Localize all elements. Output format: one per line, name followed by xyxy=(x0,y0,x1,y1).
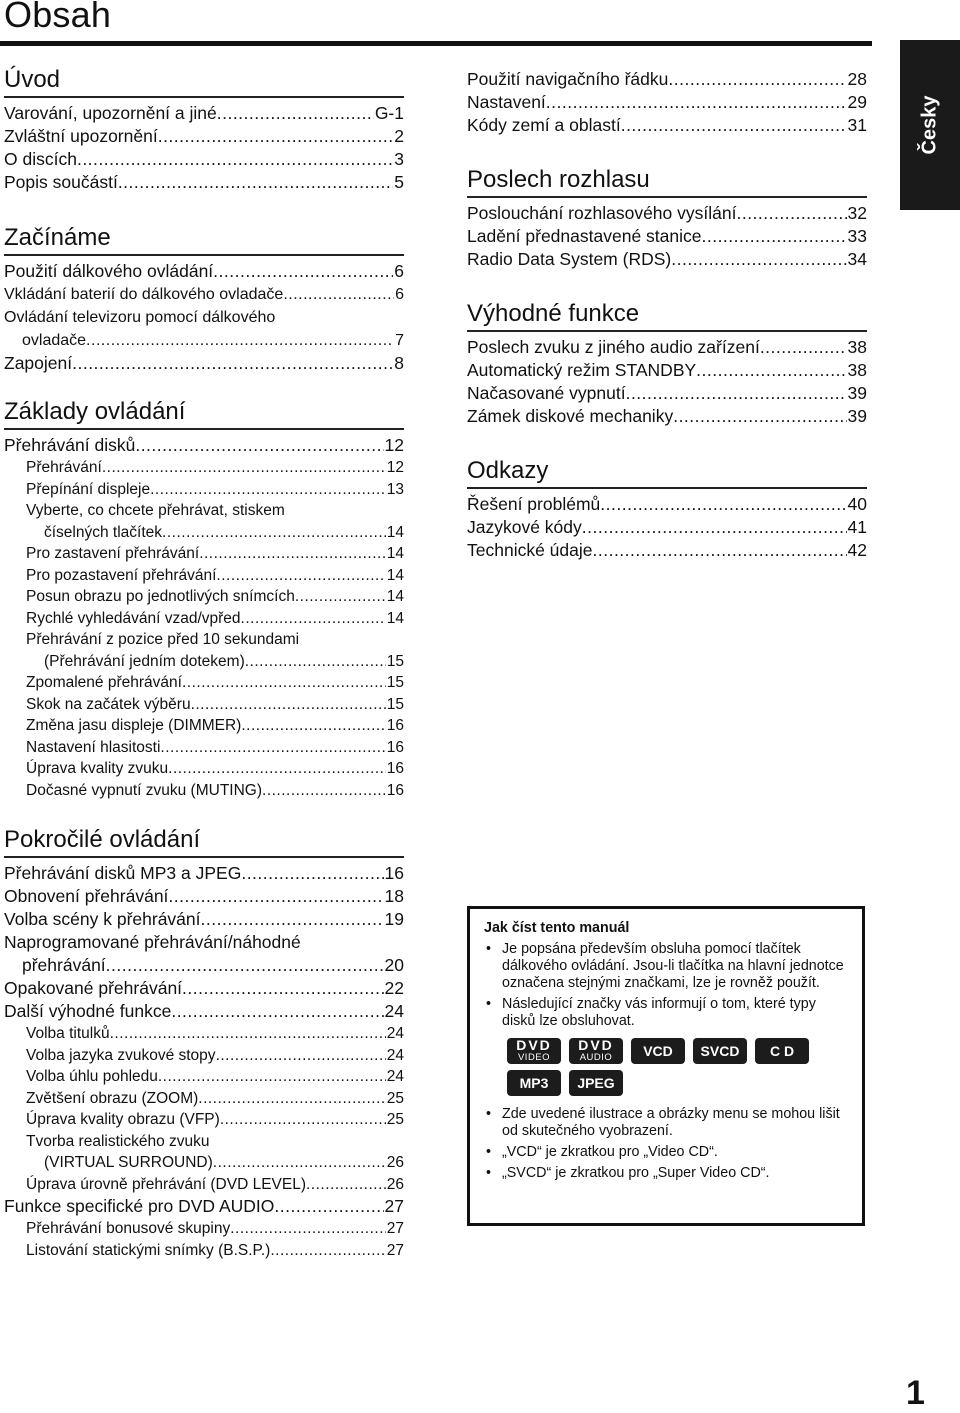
toc-entry[interactable]: Skok na začátek výběru ..... 15 xyxy=(26,694,404,716)
section-heading: Pokročilé ovládání xyxy=(4,826,404,858)
toc-entry[interactable]: Opakované přehrávání ..... 22 xyxy=(4,977,404,1000)
toc-entry[interactable]: Volba titulků ..... 24 xyxy=(26,1023,404,1045)
section-vyhodne xyxy=(467,300,867,428)
title-rule xyxy=(0,41,872,46)
info-bullet: • „VCD“ je zkratkou pro „Video CD“. xyxy=(484,1144,850,1161)
toc-entry[interactable]: Volba scény k přehrávání ..... 19 xyxy=(4,908,404,931)
toc-entry-first-line: Naprogramované přehrávání/náhodné xyxy=(4,932,301,952)
toc-entry[interactable]: Řešení problémů ..... 40 xyxy=(467,493,867,516)
toc-entry[interactable]: Použití dálkového ovládání ..... 6 xyxy=(4,260,404,283)
toc-entry[interactable]: Kódy zemí a oblastí ..... 31 xyxy=(467,114,867,137)
manual-info-box xyxy=(467,906,865,1226)
section-rozhlas xyxy=(467,166,867,271)
toc-entry[interactable]: číselných tlačítek ..... 14 xyxy=(26,522,404,544)
toc-entry[interactable]: O discích ..... 3 xyxy=(4,148,404,171)
toc-entry[interactable]: Ladění přednastavené stanice ..... 33 xyxy=(467,225,867,248)
section-zaklady xyxy=(4,398,404,801)
vcd-badge: VCD xyxy=(631,1038,685,1064)
toc-entry[interactable]: Poslech zvuku z jiného audio zařízení ..... 38 xyxy=(467,336,867,359)
mp3-badge: MP3 xyxy=(507,1070,561,1096)
toc-entry[interactable]: Obnovení přehrávání ..... 18 xyxy=(4,885,404,908)
section-heading: Základy ovládání xyxy=(4,398,404,430)
toc-entry[interactable]: Úprava úrovně přehrávání (DVD LEVEL) ..... 26 xyxy=(26,1174,404,1196)
toc-entry[interactable]: Vkládání baterií do dálkového ovladače ..... 6 xyxy=(4,283,404,306)
toc-entry[interactable]: Varování, upozornění a jiné ..... G-1 xyxy=(4,102,404,125)
toc-entry[interactable]: Volba jazyka zvukové stopy ..... 24 xyxy=(26,1045,404,1067)
toc-entry[interactable]: Popis součástí ..... 5 xyxy=(4,171,404,194)
info-box-title: Jak číst tento manuál xyxy=(484,920,630,936)
disc-type-badges xyxy=(484,1030,867,1106)
toc-entry[interactable]: (Přehrávání jedním dotekem) ..... 15 xyxy=(26,651,404,673)
info-bullet: • „SVCD“ je zkratkou pro „Super Video CD“. xyxy=(484,1165,850,1182)
svcd-badge: SVCD xyxy=(693,1038,747,1064)
toc-entry[interactable]: Nastavení ..... 29 xyxy=(467,91,867,114)
info-bullet: • Je popsána především obsluha pomocí tlačítek dálkového ovládání. Jsou-li tlačítka na hlavní jednotce označena stejnými značkami, lze je rovněž použít. xyxy=(484,941,850,992)
toc-entry[interactable]: Volba úhlu pohledu ..... 24 xyxy=(26,1066,404,1088)
toc-entry[interactable]: Změna jasu displeje (DIMMER) ..... 16 xyxy=(26,715,404,737)
page-number: 1 xyxy=(906,1374,925,1412)
toc-entry[interactable]: Posun obrazu po jednotlivých snímcích ..... 14 xyxy=(26,586,404,608)
toc-entry[interactable]: (VIRTUAL SURROUND) ..... 26 xyxy=(26,1152,404,1174)
language-tab xyxy=(900,40,960,210)
section-heading: Začínáme xyxy=(4,224,404,256)
toc-entry[interactable]: ovladače ..... 7 xyxy=(4,329,404,352)
toc-entry[interactable]: Načasované vypnutí ..... 39 xyxy=(467,382,867,405)
toc-entry[interactable]: Technické údaje ..... 42 xyxy=(467,539,867,562)
section-pokrocile xyxy=(4,826,404,1261)
toc-entry[interactable]: přehrávání ..... 20 xyxy=(4,954,404,977)
toc-entry[interactable]: Zpomalené přehrávání ..... 15 xyxy=(26,672,404,694)
section-odkazy xyxy=(467,457,867,562)
toc-entry[interactable]: Radio Data System (RDS) ..... 34 xyxy=(467,248,867,271)
toc-entry[interactable]: Pro zastavení přehrávání ..... 14 xyxy=(26,543,404,565)
toc-entry[interactable]: Poslouchání rozhlasového vysílání ..... 32 xyxy=(467,202,867,225)
toc-entry[interactable]: Přehrávání ..... 12 xyxy=(26,457,404,479)
section-uvod xyxy=(4,66,404,194)
toc-entry-first-line: Tvorba realistického zvuku xyxy=(26,1132,210,1150)
toc-entry[interactable]: Zvláštní upozornění ..... 2 xyxy=(4,125,404,148)
section-heading: Poslech rozhlasu xyxy=(467,166,867,198)
toc-entry[interactable]: Přehrávání disků MP3 a JPEG ..... 16 xyxy=(4,862,404,885)
section-zaciname xyxy=(4,224,404,375)
section-navigace xyxy=(467,68,867,137)
jpeg-badge: JPEG xyxy=(569,1070,623,1096)
toc-entry[interactable]: Pro pozastavení přehrávání ..... 14 xyxy=(26,565,404,587)
toc-entry[interactable]: Přehrávání bonusové skupiny ..... 27 xyxy=(26,1218,404,1240)
toc-entry[interactable]: Další výhodné funkce ..... 24 xyxy=(4,1000,404,1023)
toc-entry[interactable]: Automatický režim STANDBY ..... 38 xyxy=(467,359,867,382)
section-heading: Úvod xyxy=(4,66,404,98)
toc-entry[interactable]: Zámek diskové mechaniky ..... 39 xyxy=(467,405,867,428)
section-heading: Odkazy xyxy=(467,457,867,489)
toc-entry[interactable]: Nastavení hlasitosti ..... 16 xyxy=(26,737,404,759)
toc-entry-first-line: Přehrávání z pozice před 10 sekundami xyxy=(26,631,300,648)
toc-entry[interactable]: Úprava kvality obrazu (VFP) ..... 25 xyxy=(26,1109,404,1131)
toc-entry[interactable]: Zapojení ..... 8 xyxy=(4,352,404,375)
toc-entry[interactable]: Zvětšení obrazu (ZOOM) ..... 25 xyxy=(26,1088,404,1110)
toc-entry[interactable]: Přehrávání disků ..... 12 xyxy=(4,434,404,457)
info-bullet: • Zde uvedené ilustrace a obrázky menu se mohou lišit od skutečného vyobrazení. xyxy=(484,1106,850,1140)
section-heading: Výhodné funkce xyxy=(467,300,867,332)
toc-entry[interactable]: Rychlé vyhledávání vzad/vpřed ..... 14 xyxy=(26,608,404,630)
toc-entry[interactable]: Funkce specifické pro DVD AUDIO ..... 27 xyxy=(4,1195,404,1218)
toc-entry[interactable]: Listování statickými snímky (B.S.P.) ..... 27 xyxy=(26,1240,404,1262)
language-tab-label: Česky xyxy=(918,95,941,155)
toc-entry-first-line: Vyberte, co chcete přehrávat, stiskem xyxy=(26,502,285,519)
toc-entry[interactable]: Přepínání displeje ..... 13 xyxy=(26,479,404,501)
page-title: Obsah xyxy=(4,0,112,35)
toc-entry[interactable]: Použití navigačního řádku ..... 28 xyxy=(467,68,867,91)
cd-badge: C D xyxy=(755,1038,809,1064)
info-bullet: • Následující značky vás informují o tom, které typy disků lze obsluhovat. xyxy=(484,996,850,1030)
dvd-video-badge: DVD VIDEO xyxy=(507,1038,561,1064)
toc-entry[interactable]: Dočasné vypnutí zvuku (MUTING) ..... 16 xyxy=(26,780,404,802)
dvd-audio-badge: DVD AUDIO xyxy=(569,1038,623,1064)
toc-entry[interactable]: Jazykové kódy ..... 41 xyxy=(467,516,867,539)
toc-entry-first-line: Ovládání televizoru pomocí dálkového xyxy=(4,309,276,326)
toc-entry[interactable]: Úprava kvality zvuku ..... 16 xyxy=(26,758,404,780)
